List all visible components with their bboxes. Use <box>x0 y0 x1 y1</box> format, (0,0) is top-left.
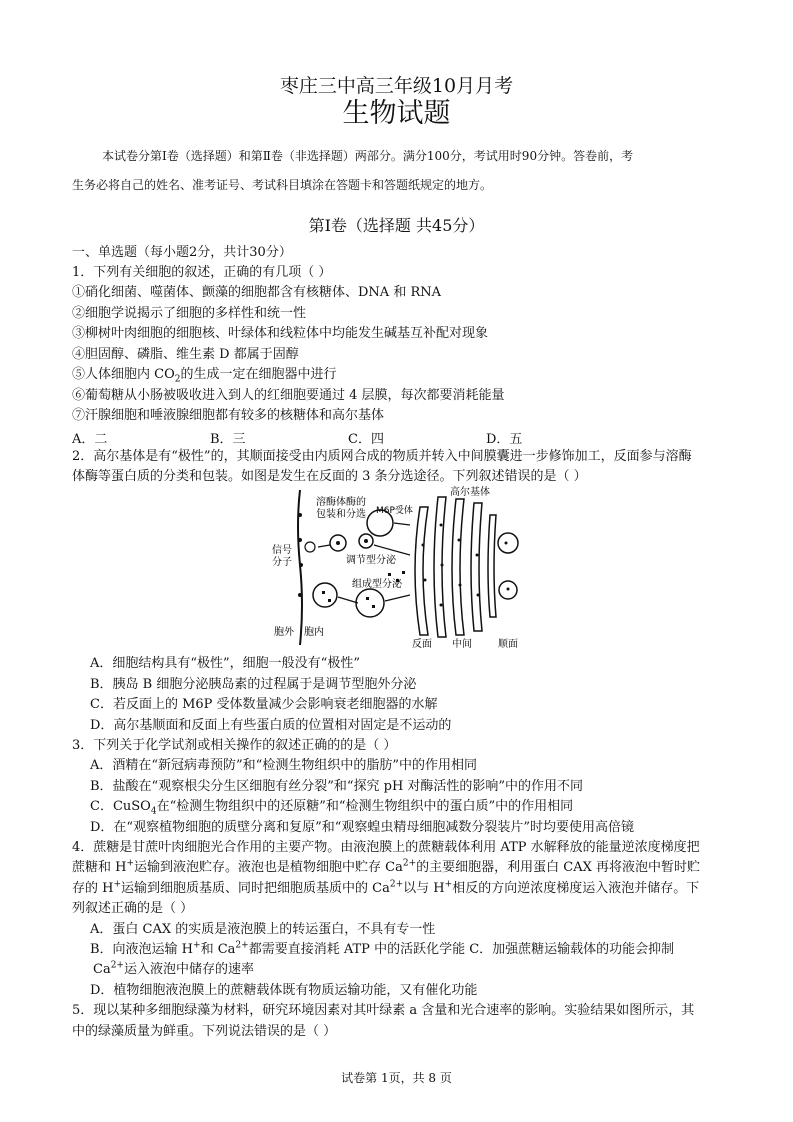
q1-option-c[interactable]: C．四 <box>348 432 384 447</box>
section-title: 第Ⅰ卷（选择题 共45分） <box>308 216 485 235</box>
q3-stem: 3．下列关于化学试剂或相关操作的叙述正确的的是（ ） <box>72 738 397 753</box>
q4-stem-line-4: 列叙述正确的是（ ） <box>72 901 194 916</box>
q3-option-a[interactable]: A．酒精在“新冠病毒预防”和“检测生物组织中的脂肪”中的作用相同 <box>90 758 477 773</box>
label-signal-1: 信号 <box>272 545 292 556</box>
label-inside: 胞内 <box>304 627 324 638</box>
label-constitutive: 组成型分泌 <box>352 579 402 590</box>
q4-option-b-c[interactable]: B．向液泡运输 H+和 $Ca^{2+}$都需要直接消耗 ATP 中的活跃化学能 C．加强蔗糖运输载体的功能会抑制 <box>90 940 675 957</box>
q3-option-b[interactable]: B．盐酸在“观察根尖分生区细胞有丝分裂”和“探究 pH 对酶活性的影响”中的作用不同 <box>90 779 584 794</box>
label-golgi: 高尔基体 <box>450 487 490 498</box>
q4-option-d[interactable]: D．植物细胞液泡膜上的蔗糖载体既有物质运输功能，又有催化功能 <box>90 983 478 998</box>
q3-option-d[interactable]: D．在“观察植物细胞的质壁分离和复原”和“观察蝗虫精母细胞减数分裂装片”时均要使用高倍镜 <box>90 820 635 835</box>
constitutive-vesicle <box>356 589 384 617</box>
q1-statement-6: ⑥葡萄糖从小肠被吸收进入到人的红细胞要通过 4 层膜，每次都要消耗能量 <box>72 388 505 403</box>
q4-option-a[interactable]: A．蛋白 CAX 的实质是液泡膜上的转运蛋白，不具有专一性 <box>90 922 436 937</box>
q4-stem-line-1: 4．蔗糖是甘蔗叶肉细胞光合作用的主要产物。由液泡膜上的蔗糖载体利用 ATP 水解释放的能量逆浓度梯度把 <box>72 840 700 855</box>
part-heading: 一、单选题（每小题2分，共计30分） <box>72 245 292 260</box>
q2-stem-line-1: 2．高尔基体是有“极性”的，其顺面接受由内质网合成的物质并转入中间膜囊进一步修饰加工，反面参与溶酶 <box>72 449 692 464</box>
label-m6p: M6P受体 <box>376 506 413 516</box>
q1-stem: 1．下列有关细胞的叙述，正确的有几项（ ） <box>72 265 332 280</box>
intro-line-1: 本试卷分第Ⅰ卷（选择题）和第Ⅱ卷（非选择题）两部分。满分100分，考试用时90分钟。答卷前，考 <box>102 149 634 163</box>
q1-statement-5: ⑤人体细胞内 $CO_2$的生成一定在细胞器中进行 <box>72 367 337 385</box>
intro-line-2: 生务必将自己的姓名、准考证号、考试科目填涂在答题卡和答题纸规定的地方。 <box>72 178 493 192</box>
q1-statement-1: ①硝化细菌、噬菌体、颤藻的细胞都含有核糖体、DNA 和 RNA <box>72 285 442 300</box>
q1-statement-3: ③柳树叶肉细胞的细胞核、叶绿体和线粒体中均能发生碱基互补配对现象 <box>72 326 489 341</box>
q2-option-b[interactable]: B．胰岛 B 细胞分泌胰岛素的过程属于是调节型胞外分泌 <box>90 677 417 692</box>
q2-option-c[interactable]: C．若反面上的 M6P 受体数量减少会影响衰老细胞器的水解 <box>90 697 438 712</box>
q4-option-c-cont: $Ca^{2+}$运入液泡中储存的速率 <box>93 960 254 977</box>
label-outside: 胞外 <box>274 627 294 638</box>
q1-option-b[interactable]: B．三 <box>210 432 246 447</box>
page-footer: 试卷第 1页，共 8 页 <box>341 1071 452 1085</box>
exam-title: 枣庄三中高三年级10月月考 <box>279 75 514 97</box>
q1-statement-7: ⑦汗腺细胞和唾液腺细胞都有较多的核糖体和高尔基体 <box>72 408 385 423</box>
q3-option-c[interactable]: C．CuSO$_4$在“检测生物组织中的还原糖”和“检测生物组织中的蛋白质”中的作用相同 <box>90 799 574 817</box>
subject-title: 生物试题 <box>342 98 451 129</box>
q2-stem-line-2: 体酶等蛋白质的分类和包装。如图是发生在反面的 3 条分选途径。下列叙述错误的是（ ） <box>72 469 587 484</box>
q4-stem-line-2: 蔗糖和 H+运输到液泡贮存。液泡也是植物细胞中贮存 $Ca^{2+}$的主要细胞器，利用蛋白 CAX 再将液泡中暂时贮 <box>72 858 701 875</box>
q5-stem-line-2: 中的绿藻质量为鲜重。下列说法错误的是（ ） <box>72 1024 337 1039</box>
q1-statement-4: ④胆固醇、磷脂、维生素 D 都属于固醇 <box>72 347 299 362</box>
q2-option-d[interactable]: D．高尔基顺面和反面上有些蛋白质的位置相对固定是不运动的 <box>90 718 452 733</box>
q2-option-a[interactable]: A．细胞结构具有“极性”，细胞一般没有“极性” <box>90 656 360 671</box>
label-trans: 反面 <box>412 639 432 650</box>
golgi-sorting-figure <box>270 485 530 650</box>
q1-statement-2: ②细胞学说揭示了细胞的多样性和统一性 <box>72 306 307 321</box>
q4-stem-line-3: 存的 H+运输到细胞质基质、同时把细胞质基质中的 $Ca^{2+}$以与 H+相反的方向逆浓度梯度运入液泡并储存。下 <box>72 879 700 896</box>
label-regulated: 调节型分泌 <box>346 555 396 566</box>
q1-option-a[interactable]: A．二 <box>72 432 108 447</box>
label-lyso-1: 溶酶体酶的 <box>316 497 366 508</box>
label-cis: 顺面 <box>498 639 518 650</box>
q5-stem-line-1: 5．现以某种多细胞绿藻为材料，研究环境因素对其叶绿素 a 含量和光合速率的影响。实验结果如图所示，其 <box>72 1003 695 1018</box>
q1-option-d[interactable]: D．五 <box>486 432 523 447</box>
label-signal-2: 分子 <box>272 557 292 568</box>
golgi-cisternae <box>415 497 496 637</box>
label-lyso-2: 包装和分选 <box>316 509 366 520</box>
label-medial: 中间 <box>452 639 472 650</box>
